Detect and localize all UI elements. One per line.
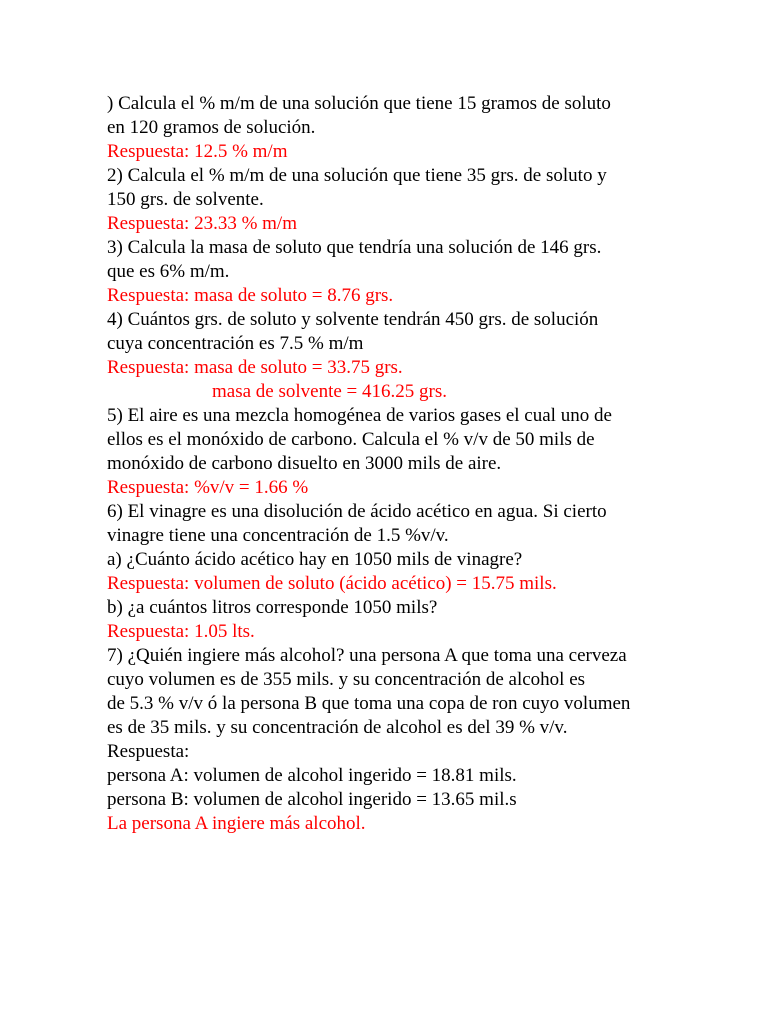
problem-7-conclusion: La persona A ingiere más alcohol. — [107, 813, 366, 834]
problem-7-line-2: cuyo volumen es de 355 mils. y su concentración de alcohol es — [107, 669, 586, 690]
problem-2-line-2: 150 grs. de solvente. — [107, 189, 264, 210]
problem-1-line-1: ) Calcula el % m/m de una solución que tiene 15 gramos de soluto — [107, 93, 611, 114]
problem-7-line-4: es de 35 mils. y su concentración de alcohol es del 39 % v/v. — [107, 717, 568, 738]
problem-2-line-1: 2) Calcula el % m/m de una solución que tiene 35 grs. de soluto y — [107, 165, 607, 186]
problem-7-answer-label: Respuesta: — [107, 741, 190, 762]
problem-7-person-a: persona A: volumen de alcohol ingerido = 18.81 mils. — [107, 765, 517, 786]
problem-6a-question: a) ¿Cuánto ácido acético hay en 1050 mils de vinagre? — [107, 549, 523, 570]
problem-3-line-2: que es 6% m/m. — [107, 261, 230, 282]
problem-5-line-1: 5) El aire es una mezcla homogénea de varios gases el cual uno de — [107, 405, 612, 426]
problem-4-answer-2: masa de solvente = 416.25 grs. — [212, 381, 447, 402]
problem-5-answer: Respuesta: %v/v = 1.66 % — [107, 477, 309, 498]
problem-5-line-3: monóxido de carbono disuelto en 3000 mils de aire. — [107, 453, 502, 474]
problem-5-line-2: ellos es el monóxido de carbono. Calcula el % v/v de 50 mils de — [107, 429, 595, 450]
problem-6a-answer: Respuesta: volumen de soluto (ácido acético) = 15.75 mils. — [107, 573, 557, 594]
problem-3-line-1: 3) Calcula la masa de soluto que tendría una solución de 146 grs. — [107, 237, 602, 258]
problem-2-answer: Respuesta: 23.33 % m/m — [107, 213, 297, 234]
problem-6b-question: b) ¿a cuántos litros corresponde 1050 mils? — [107, 597, 438, 618]
problem-4-answer-1: Respuesta: masa de soluto = 33.75 grs. — [107, 357, 403, 378]
document-page — [107, 92, 707, 836]
problem-3-answer: Respuesta: masa de soluto = 8.76 grs. — [107, 285, 394, 306]
problem-7-line-1: 7) ¿Quién ingiere más alcohol? una persona A que toma una cerveza — [107, 645, 627, 666]
problem-6b-answer: Respuesta: 1.05 lts. — [107, 621, 255, 642]
problem-6-line-1: 6) El vinagre es una disolución de ácido acético en agua. Si cierto — [107, 501, 607, 522]
problem-1-line-2: en 120 gramos de solución. — [107, 117, 316, 138]
problem-4-line-2: cuya concentración es 7.5 % m/m — [107, 333, 364, 354]
problem-4-line-1: 4) Cuántos grs. de soluto y solvente tendrán 450 grs. de solución — [107, 309, 599, 330]
problem-6-line-2: vinagre tiene una concentración de 1.5 %v/v. — [107, 525, 449, 546]
problem-1-answer: Respuesta: 12.5 % m/m — [107, 141, 288, 162]
problem-7-person-b: persona B: volumen de alcohol ingerido = 13.65 mil.s — [107, 789, 517, 810]
problem-7-line-3: de 5.3 % v/v ó la persona B que toma una copa de ron cuyo volumen — [107, 693, 631, 714]
